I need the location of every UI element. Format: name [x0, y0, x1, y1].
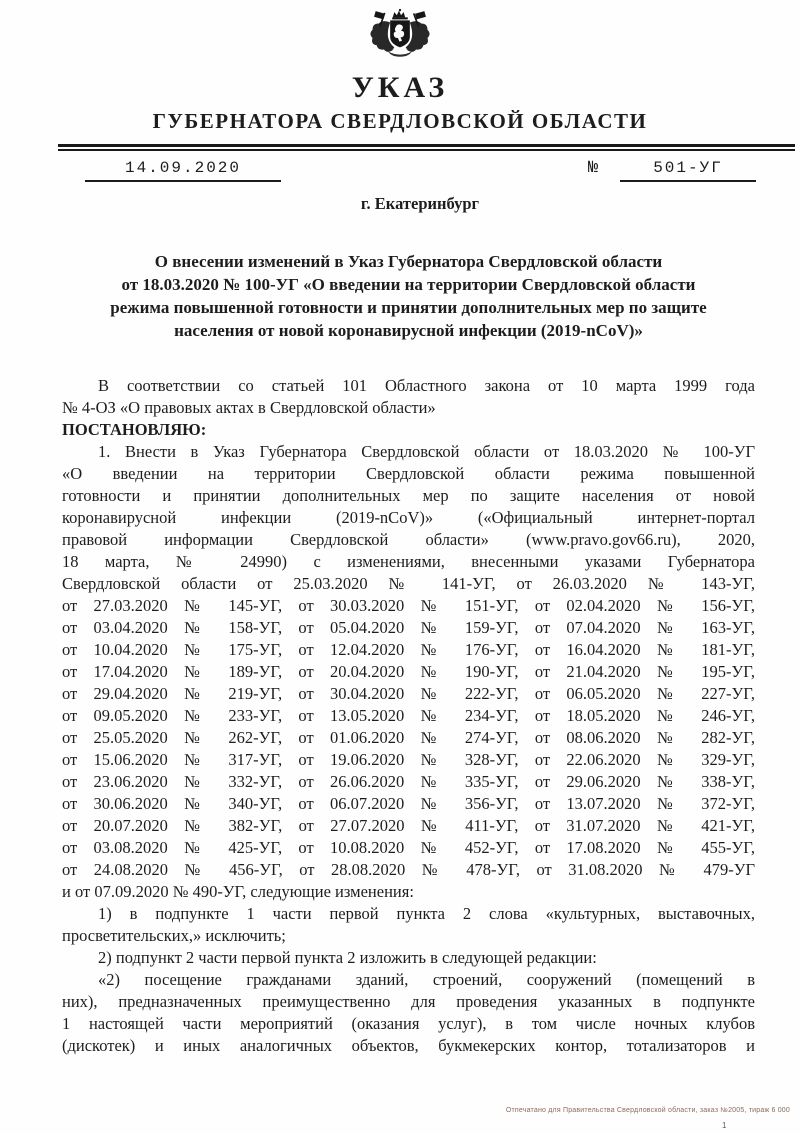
text-line: № 4-ОЗ «О правовых актах в Свердловской области» [62, 398, 436, 417]
paragraph-subitem-1 [62, 903, 755, 947]
text-line: «О введении на территории Свердловской области режима повышенной [62, 464, 755, 483]
text-line: просветительских,» исключить; [62, 926, 286, 945]
text-line: от 25.05.2020 № 262-УГ, от 01.06.2020 № 274-УГ, от 08.06.2020 № 282-УГ, [62, 728, 755, 747]
text-line: от 27.03.2020 № 145-УГ, от 30.03.2020 № 151-УГ, от 02.04.2020 № 156-УГ, [62, 596, 755, 615]
text-line: от 23.06.2020 № 332-УГ, от 26.06.2020 № 335-УГ, от 29.06.2020 № 338-УГ, [62, 772, 755, 791]
print-imprint: Отпечатано для Правительства Свердловской области, заказ №2005, тираж 6 000 [505, 1107, 790, 1114]
requisites-row [0, 159, 800, 189]
issuing-authority-title: ГУБЕРНАТОРА СВЕРДЛОВСКОЙ ОБЛАСТИ [152, 109, 648, 133]
document-number: 501-УГ [620, 159, 756, 182]
text-line: от 03.04.2020 № 158-УГ, от 05.04.2020 № 159-УГ, от 07.04.2020 № 163-УГ, [62, 618, 755, 637]
text-line: них), предназначенных преимущественно для проведения указанных в подпункте [62, 992, 755, 1011]
text-line: коронавирусной инфекции (2019-nCoV)» («Официальный интернет-портал [62, 508, 755, 527]
document-body [62, 375, 755, 1057]
document-header [0, 0, 800, 134]
text-line: от 29.04.2020 № 219-УГ, от 30.04.2020 № 222-УГ, от 06.05.2020 № 227-УГ, [62, 684, 755, 703]
text-line: 18 марта, № 24990) с изменениями, внесенными указами Губернатора [62, 552, 755, 571]
text-line: от 17.04.2020 № 189-УГ, от 20.04.2020 № 190-УГ, от 21.04.2020 № 195-УГ, [62, 662, 755, 681]
text-line: Свердловской области от 25.03.2020 № 141-УГ, от 26.03.2020 № 143-УГ, [62, 574, 755, 593]
header-divider [58, 144, 795, 151]
text-line: режима повышенной готовности и принятии дополнительных мер по защите [110, 298, 707, 317]
paragraph-new-wording [62, 969, 755, 1057]
paragraph-legal-basis [62, 375, 755, 419]
text-line: правовой информации Свердловской области» (www.pravo.gov66.ru), 2020, [62, 530, 755, 549]
text-line: и от 07.09.2020 № 490-УГ, следующие изменения: [62, 882, 414, 901]
text-line: «2) посещение гражданами зданий, строений, сооружений (помещений в [98, 970, 755, 989]
text-line: В соответствии со статьей 101 Областного закона от 10 марта 1999 года [98, 376, 755, 395]
document-date: 14.09.2020 [85, 159, 281, 182]
page-number: 1 [722, 1121, 727, 1130]
city-line: г. Екатеринбург [360, 194, 480, 213]
text-line: от 15.06.2020 № 317-УГ, от 19.06.2020 № 328-УГ, от 22.06.2020 № 329-УГ, [62, 750, 755, 769]
text-line: от 09.05.2020 № 233-УГ, от 13.05.2020 № 234-УГ, от 18.05.2020 № 246-УГ, [62, 706, 755, 725]
text-line: 1 настоящей части мероприятий (оказания услуг), в том числе ночных клубов [62, 1014, 755, 1033]
text-line: 1. Внести в Указ Губернатора Свердловской области от 18.03.2020 № 100-УГ [98, 442, 755, 461]
text-line: от 10.04.2020 № 175-УГ, от 12.04.2020 № 176-УГ, от 16.04.2020 № 181-УГ, [62, 640, 755, 659]
document-title [62, 250, 755, 342]
paragraph-amendment-list [62, 441, 755, 903]
text-line: населения от новой коронавирусной инфекции (2019-nCoV)» [174, 321, 643, 340]
doc-type-title: УКАЗ [351, 71, 449, 104]
coat-of-arms-icon [361, 8, 439, 65]
text-line: готовности и принятии дополнительных мер по защите населения от новой [62, 486, 755, 505]
number-sign: № [588, 159, 599, 178]
text-line: от 30.06.2020 № 340-УГ, от 06.07.2020 № 356-УГ, от 13.07.2020 № 372-УГ, [62, 794, 755, 813]
text-line: от 24.08.2020 № 456-УГ, от 28.08.2020 № 478-УГ, от 31.08.2020 № 479-УГ [62, 860, 755, 879]
text-line: 1) в подпункте 1 части первой пункта 2 слова «культурных, выставочных, [98, 904, 755, 923]
text-line: от 03.08.2020 № 425-УГ, от 10.08.2020 № 452-УГ, от 17.08.2020 № 455-УГ, [62, 838, 755, 857]
text-line: от 18.03.2020 № 100-УГ «О введении на территории Свердловской области [121, 275, 696, 294]
paragraph-subitem-2 [62, 947, 755, 969]
resolve-line: ПОСТАНОВЛЯЮ: [62, 420, 207, 439]
text-line: О внесении изменений в Указ Губернатора Свердловской области [154, 252, 663, 271]
text-line: 2) подпункт 2 части первой пункта 2 изложить в следующей редакции: [98, 948, 597, 967]
text-line: от 20.07.2020 № 382-УГ, от 27.07.2020 № 411-УГ, от 31.07.2020 № 421-УГ, [62, 816, 755, 835]
text-line: (дискотек) и иных аналогичных объектов, букмекерских контор, тотализаторов и [62, 1036, 755, 1055]
